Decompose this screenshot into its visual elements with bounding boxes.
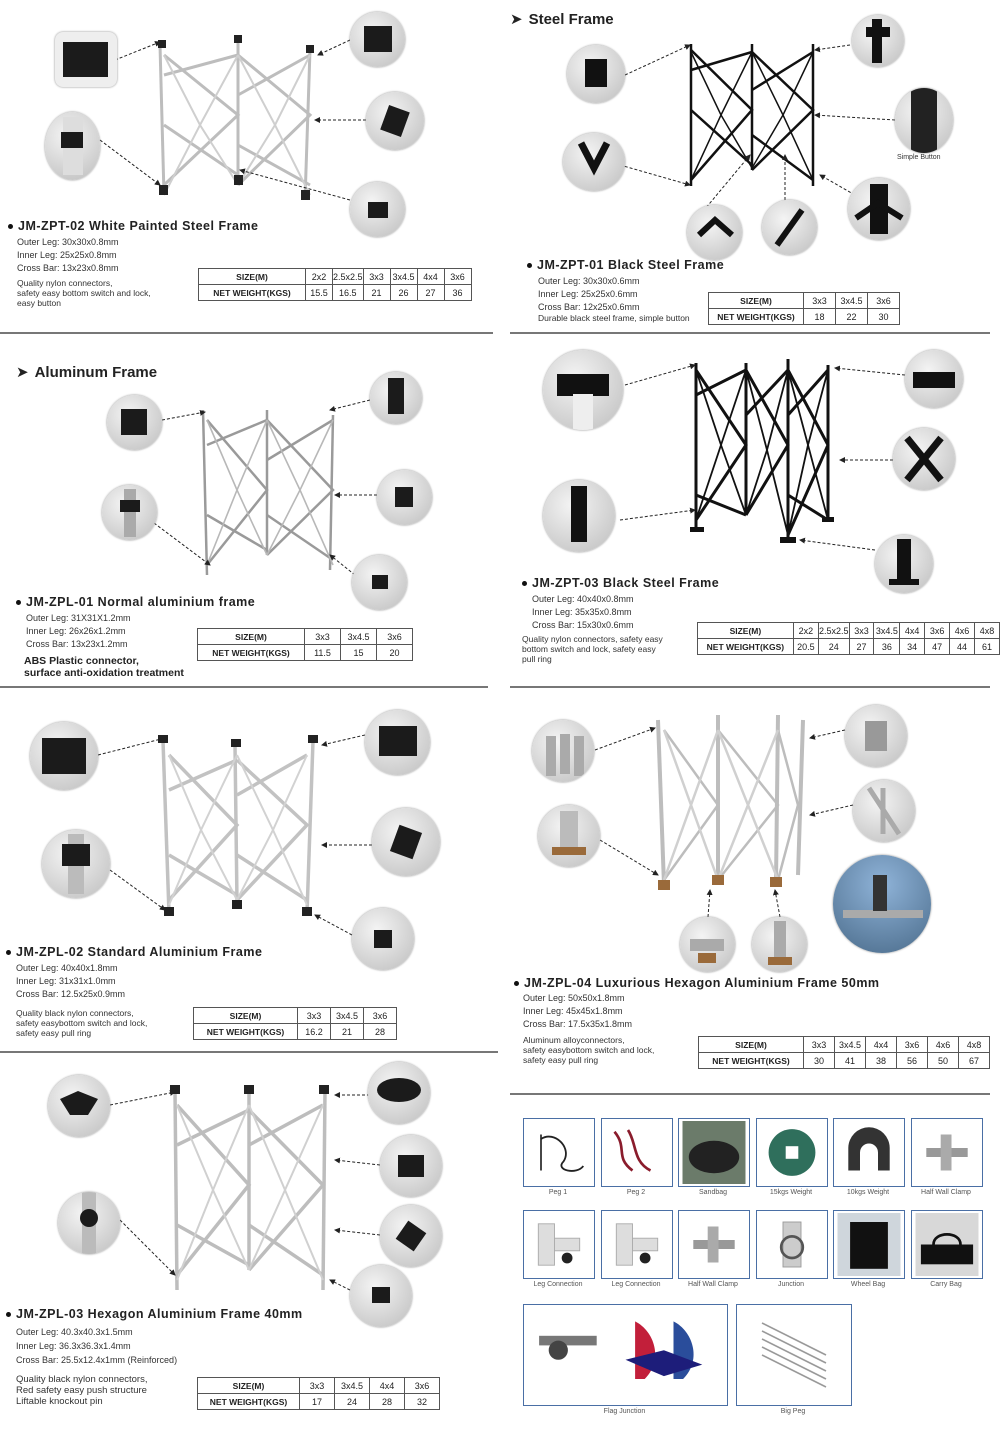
size-cell: 4x4 xyxy=(900,623,925,639)
cross-bar-detail-image xyxy=(893,428,955,490)
weight-cell: 24 xyxy=(335,1394,370,1410)
accessory-card xyxy=(833,1210,905,1279)
bullet-icon xyxy=(8,224,13,229)
size-cell: 3x4.5 xyxy=(341,629,377,645)
weight-cell: 36 xyxy=(444,285,471,301)
product-note: Quality nylon connectors, safety easy bottom switch and lock, easy button xyxy=(17,278,151,308)
size-cell: 3x4.5 xyxy=(331,1008,364,1024)
clamp-icon xyxy=(681,1213,747,1276)
size-cell: 3x6 xyxy=(444,269,471,285)
arrow-right-icon: ➤ xyxy=(16,364,29,381)
joint-detail-image xyxy=(352,908,414,970)
table-row xyxy=(709,309,900,325)
foot-detail-image xyxy=(543,480,615,552)
accessory-card xyxy=(756,1210,828,1279)
accessory-card xyxy=(833,1118,905,1187)
connector-detail-image xyxy=(350,12,405,67)
connector-detail-image xyxy=(30,722,98,790)
size-cell: 3x4.5 xyxy=(874,623,900,639)
weight-cell: 30 xyxy=(804,1053,835,1069)
leg-detail-image xyxy=(102,485,157,540)
connector-detail-image xyxy=(845,705,907,767)
weight-cell: 38 xyxy=(866,1053,897,1069)
bullet-icon xyxy=(6,1312,11,1317)
accessory-label: Half Wall Clamp xyxy=(921,1189,971,1196)
big-peg-icon xyxy=(739,1307,849,1403)
size-cell: 4x6 xyxy=(950,623,975,639)
weight-cell: 20 xyxy=(377,645,413,661)
leg-connection-icon xyxy=(526,1213,592,1276)
joint-detail-image xyxy=(352,555,407,610)
accessory-card xyxy=(601,1118,673,1187)
product-note: Durable black steel frame, simple button xyxy=(538,313,690,323)
size-cell: 3x4.5 xyxy=(835,1037,866,1053)
size-cell: 3x3 xyxy=(804,1037,835,1053)
product-title: JM-ZPL-03 Hexagon Aluminium Frame 40mm xyxy=(6,1307,303,1321)
accessory-label: 15kgs Weight xyxy=(769,1189,813,1196)
connector-detail-image xyxy=(107,395,162,450)
connector-detail-image xyxy=(48,1075,110,1137)
weight-cell: 16.5 xyxy=(333,285,364,301)
size-weight-table xyxy=(697,622,1000,655)
accessory-card xyxy=(678,1210,750,1279)
size-cell: 3x4.5 xyxy=(390,269,417,285)
leg-detail-image xyxy=(752,917,807,972)
wheel-bag-icon xyxy=(836,1213,902,1276)
table-row xyxy=(199,269,472,285)
size-weight-table xyxy=(197,628,413,661)
accessory-label: Leg Connection xyxy=(533,1281,583,1288)
round-weight-icon xyxy=(759,1121,825,1184)
size-cell: 3x6 xyxy=(377,629,413,645)
size-weight-table xyxy=(198,268,472,301)
bracket-detail-image xyxy=(380,1135,442,1197)
product-note: ABS Plastic connector, surface anti-oxidation treatment xyxy=(24,655,184,679)
simple-button-detail-image xyxy=(895,88,953,153)
clamp-icon xyxy=(914,1121,980,1184)
weight-cell: 15.5 xyxy=(306,285,333,301)
weight-cell: 34 xyxy=(900,639,925,655)
weight-cell: 28 xyxy=(364,1024,397,1040)
accessory-card xyxy=(601,1210,673,1279)
product-title: JM-ZPT-03 Black Steel Frame xyxy=(522,576,719,590)
bracket-detail-image xyxy=(372,808,440,876)
size-header: SIZE(M) xyxy=(198,629,305,645)
weight-header: NET WEIGHT(KGS) xyxy=(698,639,794,655)
weight-cell: 11.5 xyxy=(305,645,341,661)
weight-cell: 36 xyxy=(874,639,900,655)
sandbag-icon xyxy=(681,1121,747,1184)
accessory-label: Flag Junction xyxy=(603,1408,646,1415)
peg-strap-icon xyxy=(604,1121,670,1184)
size-cell: 3x6 xyxy=(364,1008,397,1024)
weight-cell: 21 xyxy=(363,285,390,301)
weight-cell: 24 xyxy=(819,639,850,655)
size-header: SIZE(M) xyxy=(698,623,794,639)
top-connector-detail-image xyxy=(905,350,963,408)
table-row xyxy=(698,623,1000,639)
bracket-detail-image xyxy=(380,1205,442,1267)
top-connector-detail-image xyxy=(852,15,904,67)
accessory-card xyxy=(523,1118,595,1187)
size-cell: 3x3 xyxy=(363,269,390,285)
accessory-card xyxy=(523,1304,728,1406)
table-row xyxy=(709,293,900,309)
weight-cell: 18 xyxy=(804,309,836,325)
bottom-connector-detail-image xyxy=(848,178,910,240)
load-test-photo xyxy=(833,855,931,953)
cross-bar-detail-image xyxy=(853,780,915,842)
foot-detail-image xyxy=(538,805,600,867)
accessory-label: Peg 2 xyxy=(626,1189,646,1196)
weight-cell: 30 xyxy=(868,309,900,325)
foot-detail-image xyxy=(875,535,933,593)
table-row xyxy=(198,1394,440,1410)
size-cell: 3x3 xyxy=(300,1378,335,1394)
top-connector-detail-image xyxy=(368,1062,430,1124)
product-note: Quality black nylon connectors, Red safety easy push structure Liftable knockout pin xyxy=(16,1374,148,1407)
weight-cell: 27 xyxy=(417,285,444,301)
product-specs: Outer Leg: 40x40x0.8mm Inner Leg: 35x35x0.8mm Cross Bar: 15x30x0.6mm xyxy=(532,594,634,630)
bullet-icon xyxy=(522,581,527,586)
size-cell: 4x4 xyxy=(866,1037,897,1053)
size-cell: 3x6 xyxy=(897,1037,928,1053)
switch-detail-image xyxy=(42,830,110,898)
weight-cell: 44 xyxy=(950,639,975,655)
weight-cell: 61 xyxy=(974,639,999,655)
accessory-label: Half Wall Clamp xyxy=(688,1281,738,1288)
weight-header: NET WEIGHT(KGS) xyxy=(699,1053,804,1069)
size-weight-table xyxy=(708,292,900,325)
weight-cell: 67 xyxy=(959,1053,990,1069)
connector-detail-image xyxy=(567,45,625,103)
leg-detail-image xyxy=(762,200,817,255)
weight-header: NET WEIGHT(KGS) xyxy=(199,285,306,301)
size-cell: 4x6 xyxy=(928,1037,959,1053)
accessory-card xyxy=(756,1118,828,1187)
size-header: SIZE(M) xyxy=(699,1037,804,1053)
size-cell: 2x2 xyxy=(793,623,818,639)
flag-junction-icon xyxy=(526,1307,725,1403)
product-title: JM-ZPL-01 Normal aluminium frame xyxy=(16,595,255,609)
joint-detail-image xyxy=(563,133,625,191)
accessory-label: Carry Bag xyxy=(930,1281,962,1288)
product-title: JM-ZPL-02 Standard Aluminium Frame xyxy=(6,945,262,959)
weight-cell: 16.2 xyxy=(298,1024,331,1040)
accessory-card xyxy=(911,1210,983,1279)
product-note: Aluminum alloyconnectors, safety easybottom switch and lock, safety easy pull ring xyxy=(523,1035,655,1065)
weight-header: NET WEIGHT(KGS) xyxy=(198,645,305,661)
accessory-label: Wheel Bag xyxy=(850,1281,886,1288)
bracket-detail-image xyxy=(366,92,424,150)
bullet-icon xyxy=(514,981,519,986)
size-cell: 4x4 xyxy=(370,1378,405,1394)
junction-icon xyxy=(759,1213,825,1276)
bullet-icon xyxy=(527,263,532,268)
table-row xyxy=(198,1378,440,1394)
product-title: JM-ZPT-02 White Painted Steel Frame xyxy=(8,219,258,233)
size-weight-table xyxy=(197,1377,440,1410)
size-cell: 3x3 xyxy=(849,623,874,639)
weight-cell: 27 xyxy=(849,639,874,655)
size-cell: 3x6 xyxy=(405,1378,440,1394)
accessory-card xyxy=(736,1304,852,1406)
size-cell: 3x3 xyxy=(298,1008,331,1024)
size-header: SIZE(M) xyxy=(199,269,306,285)
weight-cell: 21 xyxy=(331,1024,364,1040)
weight-cell: 17 xyxy=(300,1394,335,1410)
product-specs: Outer Leg: 30x30x0.6mm Inner Leg: 25x25x0.6mm Cross Bar: 12x25x0.6mm xyxy=(538,276,640,312)
weight-header: NET WEIGHT(KGS) xyxy=(198,1394,300,1410)
accessory-card xyxy=(911,1118,983,1187)
weight-header: NET WEIGHT(KGS) xyxy=(194,1024,298,1040)
top-connector-detail-image xyxy=(370,372,422,424)
accessory-card xyxy=(523,1210,595,1279)
bullet-icon xyxy=(16,600,21,605)
accessory-label: Big Peg xyxy=(780,1408,806,1415)
weight-cell: 47 xyxy=(925,639,950,655)
size-weight-table xyxy=(193,1007,397,1040)
table-row xyxy=(194,1008,397,1024)
accessory-label: Leg Connection xyxy=(611,1281,661,1288)
table-row xyxy=(198,629,413,645)
product-specs: Outer Leg: 50x50x1.8mm Inner Leg: 45x45x1.8mm Cross Bar: 17.5x35x1.8mm xyxy=(523,993,633,1029)
weight-cell: 15 xyxy=(341,645,377,661)
connector-detail-image xyxy=(55,32,117,87)
leg-connection-icon xyxy=(604,1213,670,1276)
size-header: SIZE(M) xyxy=(194,1008,298,1024)
weight-cell: 50 xyxy=(928,1053,959,1069)
product-note: Quality nylon connectors, safety easy bottom switch and lock, safety easy pull ring xyxy=(522,634,663,664)
accessory-label: Peg 1 xyxy=(548,1189,568,1196)
size-cell: 3x3 xyxy=(804,293,836,309)
weight-cell: 26 xyxy=(390,285,417,301)
table-row xyxy=(199,285,472,301)
product-specs: Outer Leg: 40.3x40.3x1.5mm Inner Leg: 36.3x36.3x1.4mm Cross Bar: 25.5x12.4x1mm (Reinforced) xyxy=(16,1327,178,1365)
size-cell: 2.5x2.5 xyxy=(819,623,850,639)
product-note: Quality black nylon connectors, safety easybottom switch and lock, safety easy pull ring xyxy=(16,1008,148,1038)
size-weight-table xyxy=(698,1036,990,1069)
size-cell: 3x6 xyxy=(868,293,900,309)
size-header: SIZE(M) xyxy=(198,1378,300,1394)
table-row xyxy=(194,1024,397,1040)
weight-cell: 20.5 xyxy=(793,639,818,655)
accessory-label: Sandbag xyxy=(698,1189,728,1196)
arrow-right-icon: ➤ xyxy=(510,11,523,28)
size-cell: 2x2 xyxy=(306,269,333,285)
size-cell: 4x4 xyxy=(417,269,444,285)
peg-rope-icon xyxy=(526,1121,592,1184)
leg-detail-image xyxy=(680,917,735,972)
carry-bag-icon xyxy=(914,1213,980,1276)
size-cell: 3x4.5 xyxy=(836,293,868,309)
leg-detail-image xyxy=(687,205,742,260)
product-title: JM-ZPL-04 Luxurious Hexagon Aluminium Frame 50mm xyxy=(514,976,880,990)
accessory-label: 10kgs Weight xyxy=(846,1189,890,1196)
bullet-icon xyxy=(6,950,11,955)
size-cell: 3x3 xyxy=(305,629,341,645)
accessory-label: Junction xyxy=(777,1281,805,1288)
joint-detail-image xyxy=(350,1265,412,1327)
size-cell: 4x8 xyxy=(959,1037,990,1053)
size-cell: 3x6 xyxy=(925,623,950,639)
switch-detail-image xyxy=(58,1192,120,1254)
table-row xyxy=(699,1053,990,1069)
product-specs: Outer Leg: 31X31X1.2mm Inner Leg: 26x26x1.2mm Cross Bar: 13x23x1.2mm xyxy=(26,613,131,649)
size-header: SIZE(M) xyxy=(709,293,804,309)
top-connector-detail-image xyxy=(532,720,594,782)
weight-cell: 56 xyxy=(897,1053,928,1069)
product-title: JM-ZPT-01 Black Steel Frame xyxy=(527,258,724,272)
steel-frame-heading: ➤ Steel Frame xyxy=(510,11,614,28)
size-cell: 4x8 xyxy=(974,623,999,639)
table-row xyxy=(698,639,1000,655)
bracket-detail-image xyxy=(377,470,432,525)
size-cell: 3x4.5 xyxy=(335,1378,370,1394)
weight-cell: 28 xyxy=(370,1394,405,1410)
product-specs: Outer Leg: 30x30x0.8mm Inner Leg: 25x25x0.8mm Cross Bar: 13x23x0.8mm xyxy=(17,237,119,273)
size-cell: 2.5x2.5 xyxy=(333,269,364,285)
horseshoe-weight-icon xyxy=(836,1121,902,1184)
table-row xyxy=(198,645,413,661)
accessory-card xyxy=(678,1118,750,1187)
top-connector-detail-image xyxy=(365,710,430,775)
connector-detail-image xyxy=(543,350,623,430)
weight-cell: 32 xyxy=(405,1394,440,1410)
table-row xyxy=(699,1037,990,1053)
weight-cell: 41 xyxy=(835,1053,866,1069)
aluminum-frame-heading: ➤ Aluminum Frame xyxy=(16,364,158,381)
joint-detail-image xyxy=(350,182,405,237)
simple-button-label: Simple Button xyxy=(897,154,941,161)
weight-cell: 22 xyxy=(836,309,868,325)
weight-header: NET WEIGHT(KGS) xyxy=(709,309,804,325)
product-specs: Outer Leg: 40x40x1.8mm Inner Leg: 31x31x1.0mm Cross Bar: 12.5x25x0.9mm xyxy=(16,963,126,999)
switch-detail-image xyxy=(45,112,100,180)
